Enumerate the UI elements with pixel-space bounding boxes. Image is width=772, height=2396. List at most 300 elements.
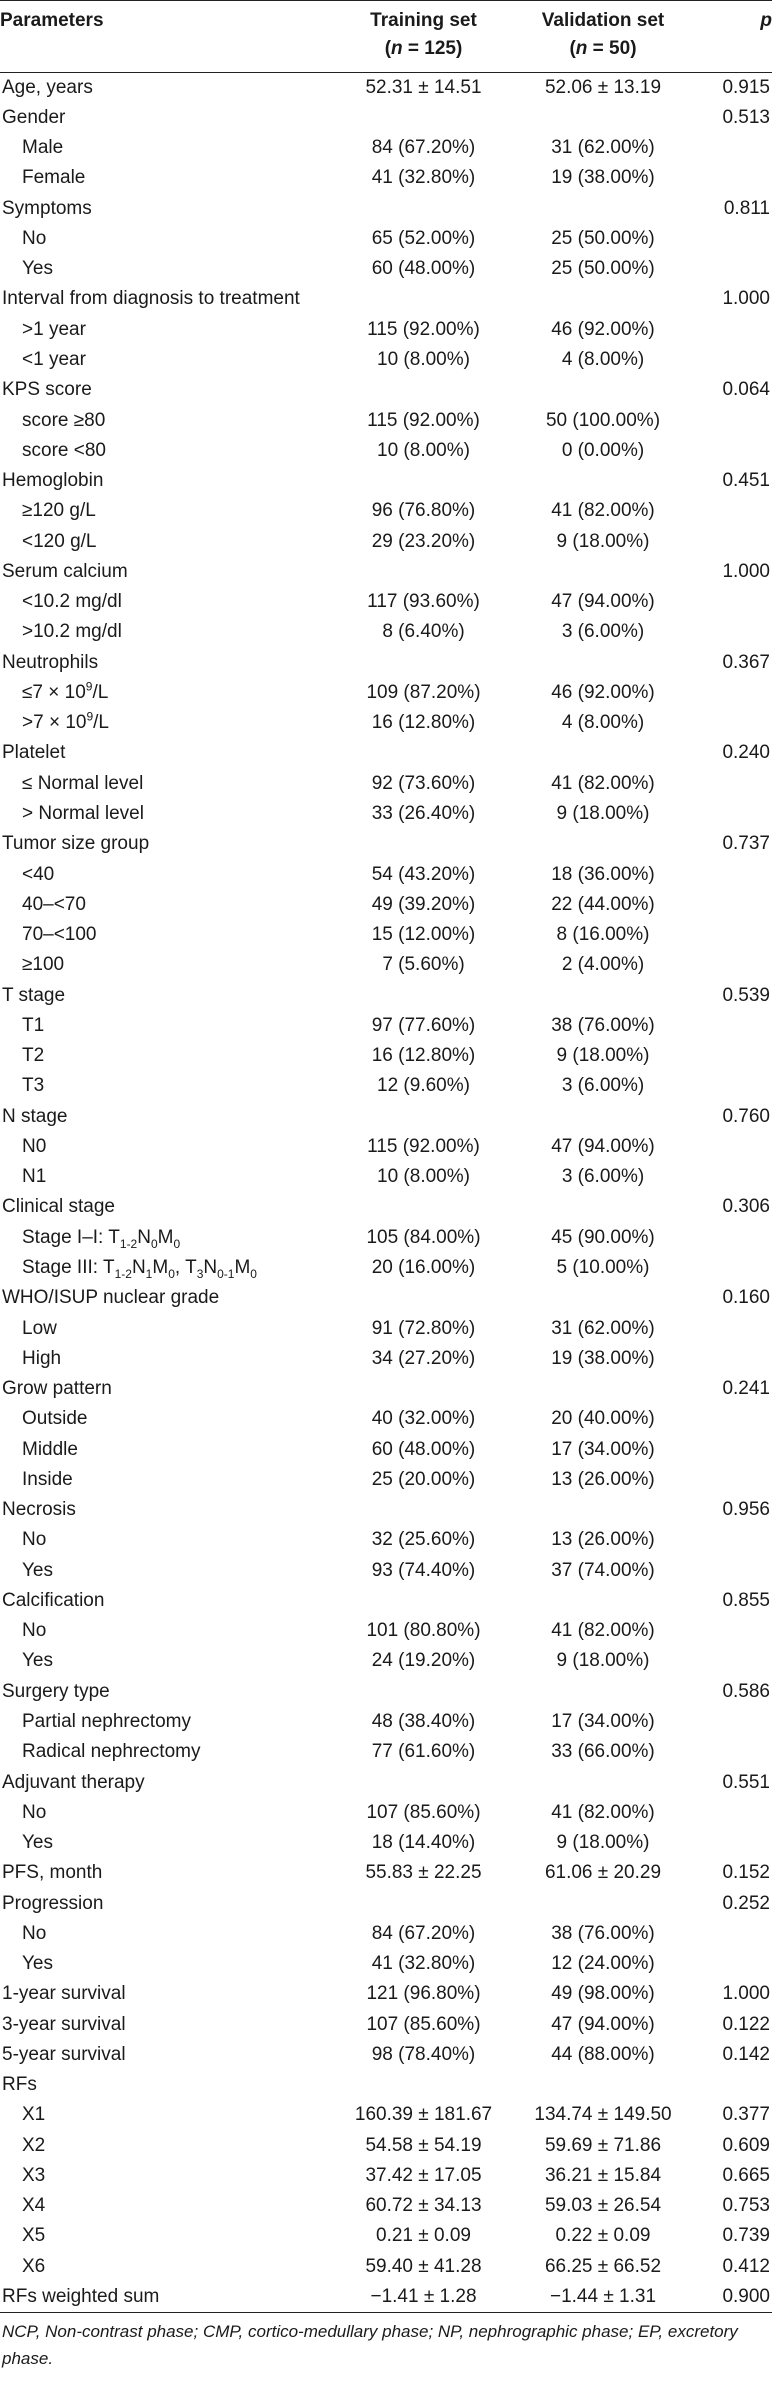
table-row bbox=[0, 950, 772, 980]
row-parameter: <40 bbox=[22, 863, 55, 885]
row-parameter: Platelet bbox=[2, 742, 66, 764]
table-row bbox=[0, 769, 772, 799]
row-validation-value bbox=[507, 1586, 699, 1616]
row-training-value: 32 (25.60%) bbox=[371, 1529, 476, 1551]
row-p-value: 0.377 bbox=[722, 2104, 770, 2126]
row-training-value bbox=[340, 1102, 507, 1132]
row-training-value: 121 (96.80%) bbox=[366, 1983, 481, 2005]
row-training-value: 101 (80.80%) bbox=[366, 1620, 481, 1642]
table-row bbox=[0, 1132, 772, 1162]
row-p-value: 0.412 bbox=[722, 2255, 770, 2277]
row-training-value: 115 (92.00%) bbox=[367, 318, 480, 340]
row-p-value: 0.551 bbox=[722, 1771, 770, 1793]
table-row bbox=[0, 1374, 772, 1404]
table-row bbox=[0, 920, 772, 950]
row-training-value: 115 (92.00%) bbox=[367, 1135, 480, 1157]
table-row bbox=[0, 224, 772, 254]
row-parameter: No bbox=[22, 1620, 47, 1642]
row-training-value bbox=[340, 1192, 507, 1222]
row-parameter: Yes bbox=[22, 1559, 53, 1581]
row-validation-value bbox=[507, 1677, 699, 1707]
table-row bbox=[0, 829, 772, 859]
row-training-value bbox=[340, 1283, 507, 1313]
table-row bbox=[0, 799, 772, 829]
row-validation-value: 33 (66.00%) bbox=[551, 1741, 655, 1763]
row-parameter: KPS score bbox=[2, 379, 92, 401]
row-p-value bbox=[699, 1041, 772, 1071]
row-training-value: 29 (23.20%) bbox=[371, 530, 476, 552]
row-parameter: Adjuvant therapy bbox=[2, 1771, 145, 1793]
row-p-value: 0.306 bbox=[722, 1196, 770, 1218]
row-training-value: 55.83 ± 22.25 bbox=[365, 1862, 482, 1884]
row-validation-value bbox=[507, 103, 699, 133]
table-row bbox=[0, 1616, 772, 1646]
row-p-value bbox=[699, 769, 772, 799]
row-training-value: 33 (26.40%) bbox=[371, 803, 476, 824]
row-parameter: Necrosis bbox=[2, 1499, 76, 1521]
table-row bbox=[0, 163, 772, 193]
row-validation-value: 38 (76.00%) bbox=[551, 1922, 655, 1944]
table-row bbox=[0, 2221, 772, 2251]
row-validation-value bbox=[507, 738, 699, 768]
row-p-value bbox=[699, 1071, 772, 1101]
row-training-value: 15 (12.00%) bbox=[371, 924, 476, 946]
row-p-value: 0.513 bbox=[722, 106, 770, 128]
table-row bbox=[0, 2282, 772, 2312]
row-parameter: Partial nephrectomy bbox=[22, 1710, 191, 1732]
row-validation-value bbox=[507, 284, 699, 314]
row-p-value: 0.252 bbox=[722, 1892, 770, 1914]
table-row bbox=[0, 1041, 772, 1071]
table-row bbox=[0, 890, 772, 920]
table-row bbox=[0, 1828, 772, 1858]
row-training-value: 24 (19.20%) bbox=[371, 1650, 476, 1672]
row-parameter: 70–<100 bbox=[22, 924, 97, 946]
row-validation-value: 9 (18.00%) bbox=[556, 1650, 650, 1672]
row-validation-value: 4 (8.00%) bbox=[561, 712, 645, 734]
row-training-value: 8 (6.40%) bbox=[382, 621, 465, 643]
table-row bbox=[0, 1253, 772, 1283]
row-parameter: T1 bbox=[22, 1014, 45, 1036]
row-p-value bbox=[699, 1434, 772, 1464]
row-parameter: Inside bbox=[22, 1468, 73, 1490]
header-p-value: p bbox=[699, 1, 772, 73]
row-parameter: 5-year survival bbox=[2, 2043, 126, 2065]
row-training-value: −1.41 ± 1.28 bbox=[340, 2282, 507, 2312]
table-row bbox=[0, 375, 772, 405]
row-training-value: 49 (39.20%) bbox=[371, 893, 476, 915]
row-p-value bbox=[699, 890, 772, 920]
row-training-value: 107 (85.60%) bbox=[366, 2013, 481, 2035]
row-validation-value bbox=[507, 2070, 699, 2100]
row-validation-value: 38 (76.00%) bbox=[551, 1014, 655, 1036]
row-training-value: 65 (52.00%) bbox=[371, 227, 476, 249]
row-parameter: Symptoms bbox=[2, 197, 92, 219]
row-parameter: N1 bbox=[22, 1166, 47, 1188]
row-p-value: 0.855 bbox=[722, 1589, 770, 1611]
row-training-value: 115 (92.00%) bbox=[367, 409, 480, 431]
table-row bbox=[0, 1556, 772, 1586]
row-parameter: Yes bbox=[22, 258, 53, 280]
row-validation-value bbox=[507, 1283, 699, 1313]
row-validation-value: 12 (24.00%) bbox=[551, 1953, 655, 1975]
table-row bbox=[0, 1011, 772, 1041]
row-validation-value: 59.69 ± 71.86 bbox=[544, 2134, 662, 2156]
table-row bbox=[0, 587, 772, 617]
row-parameter: X4 bbox=[22, 2195, 46, 2217]
table-row bbox=[0, 1677, 772, 1707]
row-validation-value: 36.21 ± 15.84 bbox=[544, 2164, 662, 2186]
table-row bbox=[0, 1798, 772, 1828]
row-parameter: Neutrophils bbox=[2, 651, 99, 673]
row-validation-value: −1.44 ± 1.31 bbox=[507, 2282, 699, 2312]
row-p-value bbox=[699, 345, 772, 375]
row-validation-value: 52.06 ± 13.19 bbox=[544, 76, 662, 98]
row-parameter: Yes bbox=[22, 1832, 53, 1854]
row-parameter: Gender bbox=[2, 106, 66, 128]
row-parameter: $\le 7 \times 10^9/L$ bbox=[22, 679, 109, 703]
table-row bbox=[0, 1707, 772, 1737]
table-row bbox=[0, 1767, 772, 1797]
row-p-value: 0.753 bbox=[722, 2195, 770, 2217]
row-validation-value: 9 (18.00%) bbox=[556, 803, 650, 824]
row-training-value bbox=[340, 738, 507, 768]
row-validation-value: 9 (18.00%) bbox=[556, 1045, 650, 1067]
table-row bbox=[0, 1071, 772, 1101]
table-body bbox=[0, 73, 772, 2313]
row-training-value: 97 (77.60%) bbox=[371, 1014, 476, 1036]
row-p-value: 0.760 bbox=[722, 1105, 770, 1127]
row-training-value: 160.39 ± 181.67 bbox=[354, 2104, 493, 2126]
table-row bbox=[0, 1465, 772, 1495]
row-p-value bbox=[699, 1132, 772, 1162]
table-row bbox=[0, 1223, 772, 1253]
table-row bbox=[0, 405, 772, 435]
table-row bbox=[0, 496, 772, 526]
row-validation-value: 47 (94.00%) bbox=[551, 2013, 655, 2035]
row-p-value bbox=[699, 1223, 772, 1253]
row-training-value: 107 (85.60%) bbox=[366, 1801, 481, 1823]
row-parameter: No bbox=[22, 227, 47, 249]
table-row bbox=[0, 1313, 772, 1343]
row-p-value: 1.000 bbox=[722, 560, 770, 582]
row-parameter: ≤ Normal level bbox=[22, 772, 144, 794]
row-validation-value: 31 (62.00%) bbox=[551, 137, 655, 159]
row-validation-value: 41 (82.00%) bbox=[551, 1620, 655, 1642]
row-p-value bbox=[699, 526, 772, 556]
row-validation-value bbox=[507, 1192, 699, 1222]
row-p-value bbox=[699, 254, 772, 284]
row-p-value: 0.367 bbox=[722, 651, 770, 673]
row-p-value bbox=[699, 1525, 772, 1555]
row-parameter: N stage bbox=[2, 1105, 68, 1127]
row-p-value bbox=[699, 436, 772, 466]
row-validation-value bbox=[507, 375, 699, 405]
row-p-value: 0.900 bbox=[699, 2282, 772, 2312]
table-row bbox=[0, 73, 772, 103]
row-training-value: 37.42 ± 17.05 bbox=[365, 2164, 482, 2186]
table-row bbox=[0, 1192, 772, 1222]
row-training-value: 20 (16.00%) bbox=[371, 1256, 476, 1278]
row-validation-value: 50 (100.00%) bbox=[545, 409, 661, 431]
row-training-value: 92 (73.60%) bbox=[371, 772, 476, 794]
table-row bbox=[0, 284, 772, 314]
row-training-value: 10 (8.00%) bbox=[377, 1166, 470, 1188]
table-row bbox=[0, 436, 772, 466]
row-validation-value: 46 (92.00%) bbox=[551, 681, 655, 703]
row-training-value: 48 (38.40%) bbox=[371, 1710, 476, 1732]
row-validation-value bbox=[507, 1374, 699, 1404]
table-row bbox=[0, 1102, 772, 1132]
row-training-value bbox=[340, 1677, 507, 1707]
table-row bbox=[0, 1283, 772, 1313]
row-p-value bbox=[699, 224, 772, 254]
row-validation-value: 41 (82.00%) bbox=[551, 500, 655, 522]
row-validation-value bbox=[507, 829, 699, 859]
row-parameter: Female bbox=[22, 167, 86, 189]
row-p-value bbox=[699, 1616, 772, 1646]
row-parameter: No bbox=[22, 1922, 47, 1944]
row-parameter: score ≥80 bbox=[22, 409, 106, 431]
row-validation-value: 61.06 ± 20.29 bbox=[544, 1862, 662, 1884]
table-row bbox=[0, 1525, 772, 1555]
row-p-value: 0.142 bbox=[722, 2043, 770, 2065]
row-parameter: Grow pattern bbox=[2, 1378, 112, 1400]
row-validation-value: 5 (10.00%) bbox=[556, 1256, 650, 1278]
table-row bbox=[0, 2191, 772, 2221]
table-row bbox=[0, 466, 772, 496]
row-validation-value: 66.25 ± 66.52 bbox=[544, 2255, 662, 2277]
table-row bbox=[0, 980, 772, 1010]
row-training-value: 52.31 ± 14.51 bbox=[365, 76, 482, 98]
table-row bbox=[0, 1586, 772, 1616]
row-validation-value: 19 (38.00%) bbox=[551, 167, 655, 189]
row-training-value: 105 (84.00%) bbox=[366, 1226, 481, 1248]
row-training-value bbox=[340, 829, 507, 859]
table-row bbox=[0, 1495, 772, 1525]
table-header bbox=[0, 1, 772, 73]
row-p-value bbox=[699, 920, 772, 950]
row-parameter: RFs bbox=[2, 2074, 37, 2096]
row-training-value: 54.58 ± 54.19 bbox=[365, 2134, 482, 2156]
row-training-value bbox=[340, 1374, 507, 1404]
row-training-value: 98 (78.40%) bbox=[371, 2043, 476, 2065]
row-p-value: 0.451 bbox=[722, 470, 770, 492]
table-row bbox=[0, 1434, 772, 1464]
row-training-value: 91 (72.80%) bbox=[371, 1317, 476, 1339]
row-p-value: 0.240 bbox=[722, 742, 770, 764]
table-row bbox=[0, 1646, 772, 1676]
header-row bbox=[0, 1, 772, 73]
row-validation-value bbox=[507, 1888, 699, 1918]
row-parameter: No bbox=[22, 1529, 47, 1551]
row-training-value: 7 (5.60%) bbox=[382, 954, 465, 976]
row-validation-value: 47 (94.00%) bbox=[551, 1135, 655, 1157]
row-p-value: 0.539 bbox=[722, 984, 770, 1006]
table-row bbox=[0, 2161, 772, 2191]
row-p-value bbox=[699, 1404, 772, 1434]
row-validation-value: 9 (18.00%) bbox=[556, 530, 650, 552]
row-parameter: Calcification bbox=[2, 1589, 105, 1611]
table-row bbox=[0, 2010, 772, 2040]
row-validation-value: 46 (92.00%) bbox=[551, 318, 655, 340]
table-row bbox=[0, 2040, 772, 2070]
row-p-value: 0.160 bbox=[722, 1287, 770, 1309]
row-parameter: Tumor size group bbox=[2, 833, 150, 855]
row-p-value bbox=[699, 617, 772, 647]
table-footnote: NCP, Non-contrast phase; CMP, cortico-medullary phase; NP, nephrographic phase; EP, excretory phase. bbox=[2, 2321, 738, 2368]
row-parameter: PFS, month bbox=[2, 1862, 103, 1884]
row-training-value bbox=[340, 103, 507, 133]
row-training-value: 60 (48.00%) bbox=[371, 1438, 476, 1460]
row-p-value bbox=[699, 587, 772, 617]
row-p-value: 0.665 bbox=[722, 2164, 770, 2186]
row-parameter: T stage bbox=[2, 984, 66, 1006]
row-training-value bbox=[340, 466, 507, 496]
row-p-value bbox=[699, 1162, 772, 1192]
row-parameter: Low bbox=[22, 1317, 57, 1339]
row-parameter: Radical nephrectomy bbox=[22, 1741, 201, 1763]
header-parameters: Parameters bbox=[0, 1, 340, 73]
row-training-value bbox=[340, 2070, 507, 2100]
table-row bbox=[0, 708, 772, 738]
row-parameter: $>7 \times 10^9/L$ bbox=[22, 709, 109, 734]
row-training-value: 16 (12.80%) bbox=[371, 1045, 476, 1067]
table-row bbox=[0, 648, 772, 678]
row-parameter: X1 bbox=[22, 2104, 46, 2126]
row-training-value bbox=[340, 1767, 507, 1797]
row-validation-value: 22 (44.00%) bbox=[551, 893, 655, 915]
row-training-value: 93 (74.40%) bbox=[371, 1559, 476, 1581]
row-training-value bbox=[340, 375, 507, 405]
row-p-value bbox=[699, 859, 772, 889]
row-p-value bbox=[699, 133, 772, 163]
table-row bbox=[0, 1404, 772, 1434]
row-training-value bbox=[340, 1586, 507, 1616]
row-parameter: Outside bbox=[22, 1408, 88, 1430]
row-p-value bbox=[699, 799, 772, 829]
row-parameter: Stage I–I: $T_{1-2}N_0M_0$ bbox=[22, 1226, 181, 1251]
row-training-value: 10 (8.00%) bbox=[377, 439, 470, 461]
row-p-value: 0.956 bbox=[722, 1499, 770, 1521]
row-p-value: 0.064 bbox=[722, 379, 770, 401]
row-validation-value: 13 (26.00%) bbox=[551, 1529, 655, 1551]
row-p-value bbox=[699, 1011, 772, 1041]
row-p-value bbox=[699, 1646, 772, 1676]
table-row bbox=[0, 315, 772, 345]
row-training-value bbox=[340, 648, 507, 678]
header-training-set bbox=[340, 1, 507, 73]
row-training-value: 34 (27.20%) bbox=[371, 1347, 476, 1369]
row-training-value: 60.72 ± 34.13 bbox=[365, 2195, 482, 2217]
row-p-value bbox=[699, 1798, 772, 1828]
row-parameter: <10.2 mg/dl bbox=[22, 591, 122, 613]
table-row bbox=[0, 1949, 772, 1979]
row-p-value bbox=[699, 1919, 772, 1949]
row-validation-value: 20 (40.00%) bbox=[551, 1408, 655, 1430]
row-training-value: 18 (14.40%) bbox=[371, 1832, 476, 1854]
row-parameter: X3 bbox=[22, 2164, 46, 2186]
header-validation-count: (n = 50) bbox=[569, 38, 637, 59]
row-p-value: 0.241 bbox=[722, 1378, 770, 1400]
row-parameter: 40–<70 bbox=[22, 893, 86, 915]
row-p-value: 0.122 bbox=[722, 2013, 770, 2035]
table-row bbox=[0, 1858, 772, 1888]
row-training-value: 16 (12.80%) bbox=[371, 712, 476, 734]
row-p-value bbox=[699, 1828, 772, 1858]
table-row bbox=[0, 617, 772, 647]
row-parameter: Yes bbox=[22, 1953, 53, 1975]
row-training-value: 96 (76.80%) bbox=[371, 500, 476, 522]
row-parameter: High bbox=[22, 1347, 62, 1369]
row-p-value bbox=[699, 678, 772, 708]
row-validation-value: 3 (6.00%) bbox=[561, 621, 645, 643]
row-training-value bbox=[340, 557, 507, 587]
row-parameter: Progression bbox=[2, 1892, 104, 1914]
row-training-value: 77 (61.60%) bbox=[371, 1741, 476, 1763]
row-parameter: Hemoglobin bbox=[2, 470, 104, 492]
row-p-value bbox=[699, 1737, 772, 1767]
row-validation-value: 0 (0.00%) bbox=[561, 439, 645, 461]
row-parameter: ≥100 bbox=[22, 954, 65, 976]
row-parameter: Serum calcium bbox=[2, 560, 128, 582]
row-validation-value: 8 (16.00%) bbox=[556, 924, 650, 946]
row-validation-value: 18 (36.00%) bbox=[551, 863, 655, 885]
row-p-value bbox=[699, 708, 772, 738]
row-parameter: Stage III: $T_{1-2}N_1M_0$, $T_3N_{0-1}M_0$ bbox=[22, 1256, 257, 1281]
row-training-value: 59.40 ± 41.28 bbox=[365, 2255, 482, 2277]
row-p-value bbox=[699, 315, 772, 345]
row-parameter: 3-year survival bbox=[2, 2013, 126, 2035]
row-validation-value: 134.74 ± 149.50 bbox=[534, 2104, 672, 2126]
row-p-value: 1.000 bbox=[722, 288, 770, 310]
table-row bbox=[0, 103, 772, 133]
row-training-value: 41 (32.80%) bbox=[371, 167, 476, 189]
row-p-value bbox=[699, 1465, 772, 1495]
row-validation-value: 25 (50.00%) bbox=[551, 227, 655, 249]
row-validation-value: 9 (18.00%) bbox=[556, 1832, 650, 1854]
row-parameter: >10.2 mg/dl bbox=[22, 621, 122, 643]
row-p-value bbox=[699, 1313, 772, 1343]
row-validation-value: 49 (98.00%) bbox=[551, 1983, 655, 2005]
table-row bbox=[0, 678, 772, 708]
table-row bbox=[0, 345, 772, 375]
header-validation-set bbox=[507, 1, 699, 73]
row-validation-value bbox=[507, 1102, 699, 1132]
row-validation-value bbox=[507, 194, 699, 224]
row-parameter: X5 bbox=[22, 2225, 46, 2247]
row-parameter: X6 bbox=[22, 2255, 46, 2277]
row-validation-value: 47 (94.00%) bbox=[551, 591, 655, 613]
header-validation-title: Validation set bbox=[541, 10, 665, 31]
row-training-value bbox=[340, 980, 507, 1010]
table-row bbox=[0, 2131, 772, 2161]
row-parameter: RFs weighted sum bbox=[0, 2282, 340, 2312]
row-validation-value: 41 (82.00%) bbox=[551, 1801, 655, 1823]
table-row bbox=[0, 859, 772, 889]
row-parameter: <1 year bbox=[22, 349, 86, 371]
row-training-value: 12 (9.60%) bbox=[377, 1075, 470, 1097]
row-training-value: 10 (8.00%) bbox=[377, 349, 470, 371]
row-p-value: 0.586 bbox=[722, 1680, 770, 1702]
row-p-value bbox=[699, 1253, 772, 1283]
row-parameter: Middle bbox=[22, 1438, 78, 1460]
row-training-value: 54 (43.20%) bbox=[371, 863, 476, 885]
row-p-value bbox=[699, 1556, 772, 1586]
row-p-value bbox=[699, 950, 772, 980]
table-row bbox=[0, 1919, 772, 1949]
row-p-value: 0.609 bbox=[722, 2134, 770, 2156]
